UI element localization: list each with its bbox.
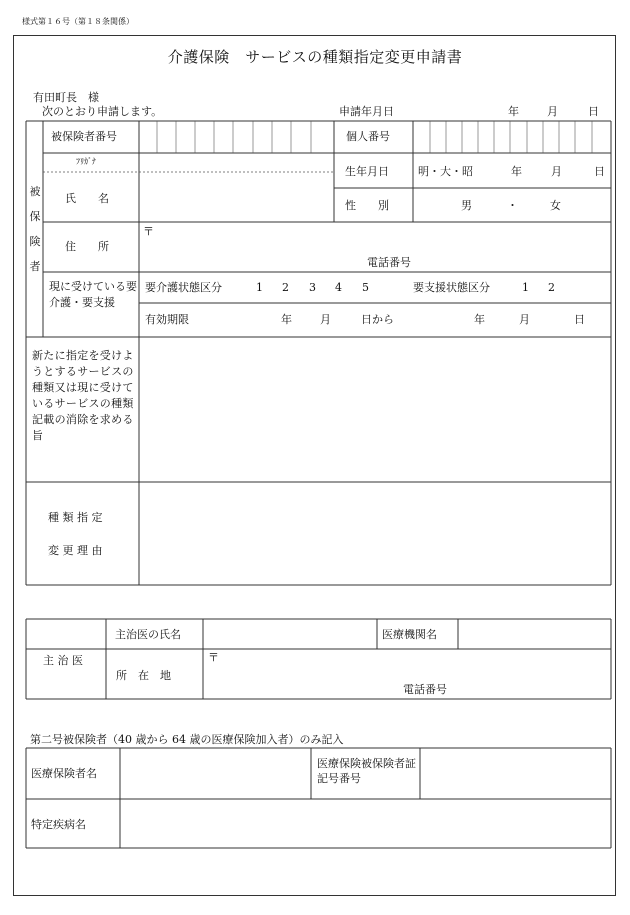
doctor-postal-mark: 〒 bbox=[208, 651, 219, 664]
insurer-label: 医療保険者名 bbox=[31, 767, 97, 780]
address-label: 住 所 bbox=[65, 240, 109, 253]
institution-label: 医療機関名 bbox=[382, 628, 437, 641]
birthdate-label: 生年月日 bbox=[345, 165, 389, 178]
disease-label: 特定疾病名 bbox=[31, 818, 86, 831]
care-level-2: 2 bbox=[282, 281, 289, 294]
location-label: 所 在 地 bbox=[116, 669, 171, 682]
application-year: 年 bbox=[508, 105, 519, 118]
doctor-name-label: 主治医の氏名 bbox=[115, 628, 181, 641]
birth-year: 年 bbox=[511, 165, 522, 178]
care-level-label: 要介護状態区分 bbox=[145, 281, 222, 294]
application-month: 月 bbox=[547, 105, 558, 118]
validity-from-year: 年 bbox=[281, 313, 292, 326]
support-level-1: 1 bbox=[522, 281, 529, 294]
application-day: 日 bbox=[588, 105, 599, 118]
care-level-4: 4 bbox=[335, 281, 342, 294]
validity-to-month: 月 bbox=[519, 313, 530, 326]
insured-number-label: 被保険者番号 bbox=[51, 130, 117, 143]
side-label-char: 険 bbox=[29, 235, 41, 248]
care-level-1: 1 bbox=[256, 281, 263, 294]
change-reason-label-line1: 種 類 指 定 bbox=[48, 511, 103, 524]
side-label-char: 保 bbox=[29, 210, 41, 223]
sex-female: 女 bbox=[550, 199, 561, 212]
sex-male: 男 bbox=[461, 199, 472, 212]
page-title: 介護保険 サービスの種類指定変更申請書 bbox=[167, 48, 463, 66]
sex-separator: ・ bbox=[507, 199, 518, 212]
addressee: 有田町長 様 bbox=[33, 91, 99, 104]
postal-mark: 〒 bbox=[143, 225, 154, 238]
validity-to-year: 年 bbox=[474, 313, 485, 326]
application-date-label: 申請年月日 bbox=[339, 105, 394, 118]
secondary-heading: 第二号被保険者（40 歳から 64 歳の医療保険加入者）のみ記入 bbox=[30, 733, 344, 746]
support-level-label: 要支援状態区分 bbox=[413, 281, 490, 294]
name-label: 氏 名 bbox=[65, 192, 109, 205]
card-number-label: 医療保険被保険者証記号番号 bbox=[317, 757, 416, 785]
support-level-2: 2 bbox=[548, 281, 555, 294]
intro-text: 次のとおり申請します。 bbox=[42, 105, 163, 118]
service-request-label: 新たに指定を受けようとするサービスの種類又は現に受けているサービスの種類記載の消除を求める旨 bbox=[32, 349, 134, 442]
side-label-char: 者 bbox=[29, 260, 41, 273]
furigana-label: ﾌﾘｶﾞﾅ bbox=[76, 157, 96, 166]
validity-from-day: 日から bbox=[361, 313, 394, 326]
doctor-section-label: 主 治 医 bbox=[43, 654, 83, 667]
change-reason-label-line2: 変 更 理 由 bbox=[48, 544, 103, 557]
era-options: 明・大・昭 bbox=[418, 165, 473, 178]
care-level-5: 5 bbox=[362, 281, 369, 294]
phone-label: 電話番号 bbox=[367, 256, 411, 269]
validity-to-day: 日 bbox=[574, 313, 585, 326]
personal-number-label: 個人番号 bbox=[346, 130, 390, 143]
sex-label: 性 別 bbox=[345, 199, 389, 212]
side-label-char: 被 bbox=[29, 185, 41, 198]
doctor-phone-label: 電話番号 bbox=[403, 683, 447, 696]
validity-label: 有効期限 bbox=[145, 313, 189, 326]
care-status-label: 現に受けている要介護・要支援 bbox=[49, 280, 137, 309]
validity-from-month: 月 bbox=[320, 313, 331, 326]
birth-day: 日 bbox=[594, 165, 605, 178]
birth-month: 月 bbox=[551, 165, 562, 178]
care-level-3: 3 bbox=[309, 281, 316, 294]
form-number: 様式第１６号（第１８条関係） bbox=[22, 17, 134, 26]
